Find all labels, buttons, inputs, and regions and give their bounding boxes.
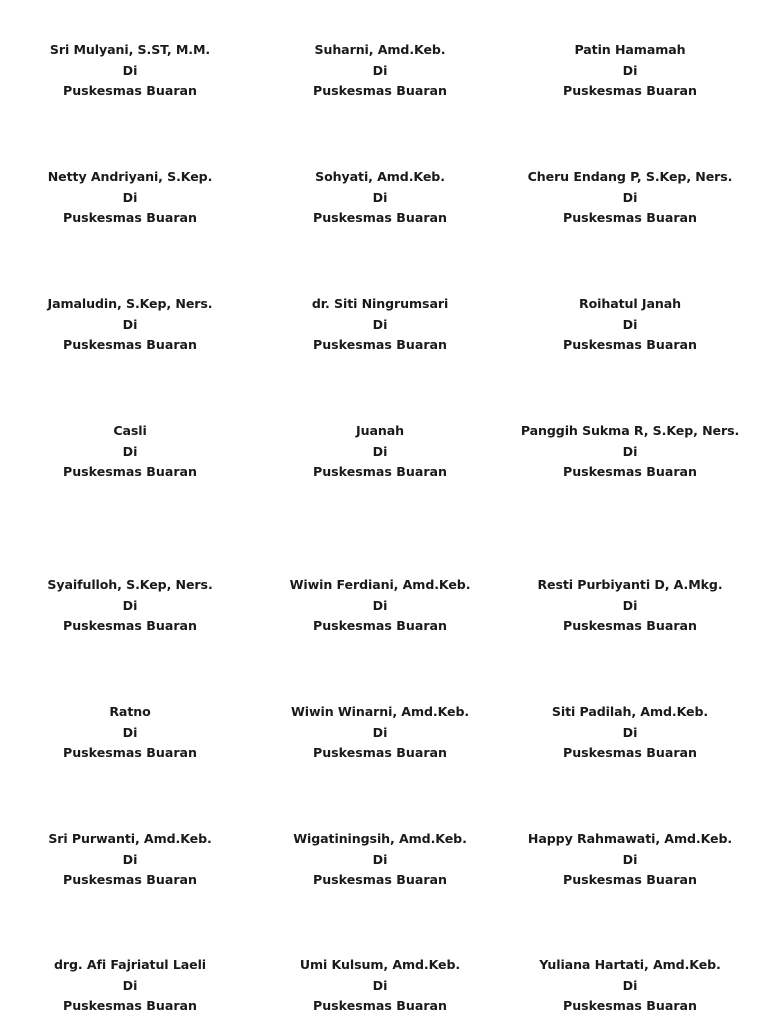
address-label <box>5 829 255 891</box>
address-label <box>5 40 255 102</box>
label-di-line: Di <box>122 62 138 78</box>
recipient-name: Jamaludin, S.Kep, Ners. <box>47 296 213 311</box>
label-di-line: Di <box>372 189 388 205</box>
recipient-name: Patin Hamamah <box>574 42 686 57</box>
recipient-name: dr. Siti Ningrumsari <box>311 296 449 311</box>
label-place-line: Puskesmas Buaran <box>62 210 197 226</box>
label-place-line: Puskesmas Buaran <box>562 83 697 99</box>
address-label <box>505 40 755 102</box>
recipient-name: Suharni, Amd.Keb. <box>314 42 446 57</box>
label-di-line: Di <box>622 189 638 205</box>
address-label <box>5 955 255 1017</box>
label-di-line: Di <box>372 316 388 332</box>
label-place-line: Puskesmas Buaran <box>562 464 697 480</box>
recipient-name: Casli <box>113 423 147 438</box>
recipient-name: Syaifulloh, S.Kep, Ners. <box>47 577 213 592</box>
label-place-line: Puskesmas Buaran <box>562 745 697 761</box>
label-di-line: Di <box>372 977 388 993</box>
recipient-name: Sri Purwanti, Amd.Keb. <box>48 831 212 846</box>
label-place-line: Puskesmas Buaran <box>562 618 697 634</box>
recipient-name: Wiwin Ferdiani, Amd.Keb. <box>289 577 471 592</box>
label-di-line: Di <box>372 62 388 78</box>
label-di-line: Di <box>372 724 388 740</box>
address-label <box>5 702 255 764</box>
label-place-line: Puskesmas Buaran <box>312 337 447 353</box>
recipient-name: Sohyati, Amd.Keb. <box>315 169 445 184</box>
label-place-line: Puskesmas Buaran <box>62 618 197 634</box>
address-label <box>255 40 505 102</box>
address-label <box>505 294 755 356</box>
label-place-line: Puskesmas Buaran <box>62 998 197 1014</box>
address-label <box>505 955 755 1017</box>
label-place-line: Puskesmas Buaran <box>62 464 197 480</box>
recipient-name: Happy Rahmawati, Amd.Keb. <box>527 831 733 846</box>
address-label <box>5 294 255 356</box>
recipient-name: Cheru Endang P, S.Kep, Ners. <box>527 169 733 184</box>
address-label <box>505 575 755 637</box>
recipient-name: Sri Mulyani, S.ST, M.M. <box>49 42 211 57</box>
label-place-line: Puskesmas Buaran <box>312 618 447 634</box>
label-place-line: Puskesmas Buaran <box>312 745 447 761</box>
label-di-line: Di <box>122 851 138 867</box>
address-label <box>255 294 505 356</box>
address-label <box>5 167 255 229</box>
address-label <box>255 702 505 764</box>
recipient-name: Panggih Sukma R, S.Kep, Ners. <box>520 423 740 438</box>
label-di-line: Di <box>122 597 138 613</box>
label-place-line: Puskesmas Buaran <box>62 337 197 353</box>
address-label <box>255 829 505 891</box>
recipient-name: Juanah <box>356 423 404 438</box>
label-place-line: Puskesmas Buaran <box>312 998 447 1014</box>
label-place-line: Puskesmas Buaran <box>312 210 447 226</box>
label-place-line: Puskesmas Buaran <box>562 210 697 226</box>
label-di-line: Di <box>622 851 638 867</box>
recipient-name: Wigatiningsih, Amd.Keb. <box>293 831 467 846</box>
label-place-line: Puskesmas Buaran <box>562 337 697 353</box>
label-di-line: Di <box>122 189 138 205</box>
label-di-line: Di <box>122 724 138 740</box>
label-di-line: Di <box>122 977 138 993</box>
label-di-line: Di <box>122 316 138 332</box>
recipient-name: Siti Padilah, Amd.Keb. <box>551 704 709 719</box>
label-di-line: Di <box>622 977 638 993</box>
label-di-line: Di <box>372 851 388 867</box>
recipient-name: Yuliana Hartati, Amd.Keb. <box>539 957 721 972</box>
label-place-line: Puskesmas Buaran <box>312 872 447 888</box>
recipient-name: Wiwin Winarni, Amd.Keb. <box>290 704 470 719</box>
address-label <box>505 702 755 764</box>
recipient-name: Roihatul Janah <box>578 296 682 311</box>
address-label <box>255 955 505 1017</box>
address-label <box>505 829 755 891</box>
label-di-line: Di <box>622 443 638 459</box>
label-di-line: Di <box>622 597 638 613</box>
label-di-line: Di <box>372 443 388 459</box>
label-place-line: Puskesmas Buaran <box>62 83 197 99</box>
address-label <box>505 167 755 229</box>
label-place-line: Puskesmas Buaran <box>312 464 447 480</box>
label-place-line: Puskesmas Buaran <box>562 872 697 888</box>
address-label <box>255 421 505 483</box>
label-place-line: Puskesmas Buaran <box>312 83 447 99</box>
address-label <box>255 575 505 637</box>
label-di-line: Di <box>372 597 388 613</box>
address-label <box>5 421 255 483</box>
recipient-name: Umi Kulsum, Amd.Keb. <box>299 957 461 972</box>
label-di-line: Di <box>622 62 638 78</box>
recipient-name: Netty Andriyani, S.Kep. <box>47 169 213 184</box>
label-place-line: Puskesmas Buaran <box>62 872 197 888</box>
address-label <box>505 421 755 483</box>
label-di-line: Di <box>622 724 638 740</box>
recipient-name: drg. Afi Fajriatul Laeli <box>53 957 207 972</box>
recipient-name: Ratno <box>109 704 151 719</box>
label-di-line: Di <box>122 443 138 459</box>
label-place-line: Puskesmas Buaran <box>562 998 697 1014</box>
label-di-line: Di <box>622 316 638 332</box>
address-label <box>255 167 505 229</box>
address-label <box>5 575 255 637</box>
recipient-name: Resti Purbiyanti D, A.Mkg. <box>537 577 723 592</box>
label-place-line: Puskesmas Buaran <box>62 745 197 761</box>
